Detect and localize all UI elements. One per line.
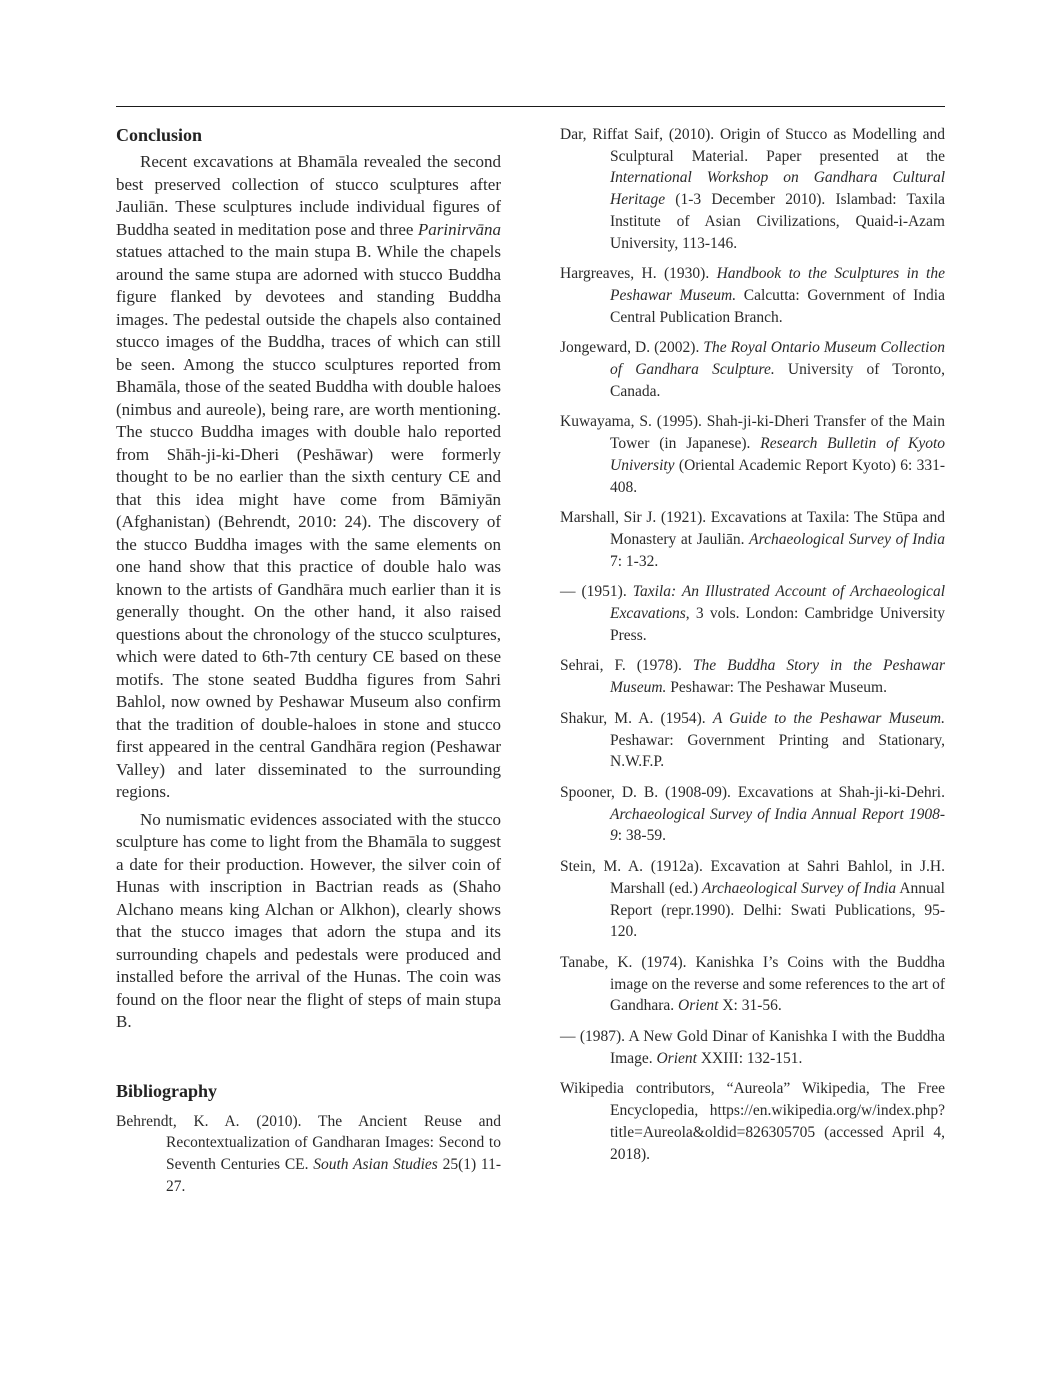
conclusion-paragraph-1: Recent excavations at Bhamāla revealed the second best preserved collection of stucco sculptures after Jauliān. These sculptures include individual figures of Buddha seated in meditation pose and three Parinirvāna statues attached to the main stupa B. While the chapels around the same stupa are adorned with stucco Buddha figure flanked by devotees and standing Buddha images. The pedestal outside the chapels also contained stucco images of the Buddha, traces of which can still be seen. Among the stucco sculptures reported from Bhamāla, those of the seated Buddha with double haloes (nimbus and aureole), being rare, are worth mentioning. The stucco Buddha images with double halo reported from Shāh-ji-ki-Dheri (Peshāwar) were formerly thought to be no earlier than the sixth century CE and that this idea might have come from Bāmiyān (Afghanistan) (Behrendt, 2010: 24). The discovery of the stucco Buddha images with the same elements on one hand show that this practice of double halo was known to the artists of Gandhāra much earlier than it is generally thought. On the other hand, it also raised questions about the chronology of the stucco sculptures, which were dated to 6th-7th century CE based on these motifs. The stone seated Buddha figures from Sahri Bahlol, now owned by Peshawar Museum also confirm that the tradition of double-haloes in stone and stucco first appeared in the central Gandhāra region (Peshawar Valley) and later disseminated to the surrounding regions.	[116, 152, 501, 801]
entry-text: Wikipedia contributors, “Aureola” Wikipedia, The Free Encyclopedia, https://en.wikipedia.org/w/index.php?title=Aureola&oldid=826305705 (accessed April 4, 2018).	[560, 1080, 945, 1163]
entry-text: Calcutta: Government of India Central Publication Branch.	[610, 286, 945, 326]
entry-text: Peshawar: The Peshawar Museum.	[666, 679, 887, 697]
entry-title-italic: Archaeological Survey of India Annual Report 1908-9	[610, 805, 945, 845]
entry-text: Behrendt, K. A. (2010). The Ancient Reuse and Recontextualization of Gandharan Images: Second to Seventh Centuries CE.	[116, 1112, 501, 1173]
entry-title-italic: Handbook to the Sculptures in the Peshawar Museum.	[610, 265, 945, 304]
bibliography-entry	[560, 263, 945, 328]
bibliography-entry	[560, 124, 945, 254]
entry-title-italic: South Asian Studies	[313, 1155, 438, 1173]
entry-text: (Oriental Academic Report Kyoto) 6: 331-408.	[610, 456, 945, 496]
entry-title-italic: Orient	[656, 1049, 697, 1067]
entry-text: — (1987). A New Gold Dinar of Kanishka I with the Buddha Image.	[560, 1028, 945, 1067]
bibliography-entry	[560, 952, 945, 1017]
entry-text: Peshawar: Government Printing and Stationary, N.W.F.P.	[610, 731, 945, 771]
conclusion-paragraph-2: No numismatic evidences associated with the stucco sculpture has come to light from the Bhamāla to suggest a date for their production. However, the silver coin of Hunas with inscription in Bactrian reads as (Shaho Alchano means king Alchan or Alkhon), clearly shows that the stucco images that adorn the stupa and its surrounding chapels and pedestals were produced and installed before the arrival of the Hunas. The coin was found on the floor near the flight of steps of main stupa B.	[116, 809, 501, 1031]
bibliography-entry	[116, 1111, 501, 1198]
entry-text: Annual Report (repr.1990). Delhi: Swati Publications, 95-120.	[610, 879, 945, 941]
entry-text: — (1951).	[560, 583, 633, 601]
left-column	[116, 124, 501, 1206]
entry-text: , 3 vols. London: Cambridge University Press.	[610, 605, 945, 644]
entry-text: Marshall, Sir J. (1921). Excavations at Taxila: The Stūpa and Monastery at Jauliān.	[560, 509, 945, 548]
bibliography-entry	[560, 1026, 945, 1069]
header-rule	[116, 106, 945, 107]
entry-text: Stein, M. A. (1912a). Excavation at Sahri Bahlol, in J.H. Marshall (ed.)	[560, 858, 945, 897]
bibliography-list-right	[560, 124, 945, 1165]
entry-text: X: 31-56.	[718, 997, 782, 1015]
right-column	[560, 124, 945, 1174]
entry-text: University of Toronto, Canada.	[610, 361, 945, 400]
bibliography-entry	[560, 411, 945, 498]
entry-text: (1-3 December 2010). Islambad: Taxila Institute of Asian Civilizations, Quaid-i-Azam University, 113-146.	[610, 191, 945, 252]
bibliography-entry	[560, 655, 945, 698]
entry-text: XXIII: 132-151.	[696, 1049, 803, 1067]
entry-title-italic: Archaeological Survey of India	[749, 530, 945, 548]
entry-text: : 38-59.	[617, 827, 666, 845]
entry-text: Tanabe, K. (1974). Kanishka I’s Coins with the Buddha image on the reverse and some references to the art of Gandhara.	[560, 953, 945, 1015]
entry-text: Hargreaves, H. (1930).	[560, 265, 717, 283]
entry-text: Dar, Riffat Saif, (2010). Origin of Stucco as Modelling and Sculptural Material. Paper presented at the	[560, 126, 945, 165]
entry-title-italic: Orient	[678, 997, 719, 1015]
bibliography-entry	[560, 337, 945, 402]
entry-title-italic: Research Bulletin of Kyoto University	[610, 435, 945, 474]
bibliography-entry	[560, 708, 945, 773]
bibliography-entry	[560, 856, 945, 943]
entry-text: Jongeward, D. (2002).	[560, 339, 704, 357]
entry-title-italic: A Guide to the Peshawar Museum.	[712, 709, 945, 727]
bibliography-entry	[560, 507, 945, 572]
entry-text: Shakur, M. A. (1954).	[560, 709, 713, 727]
entry-text: 7: 1-32.	[610, 552, 659, 570]
bibliography-list-left	[116, 1111, 501, 1198]
entry-title-italic: The Buddha Story in the Peshawar Museum.	[610, 657, 945, 697]
entry-title-italic: The Royal Ontario Museum Collection of Gandhara Sculpture.	[610, 339, 945, 379]
entry-text: Sehrai, F. (1978).	[560, 657, 693, 675]
bibliography-entry	[560, 581, 945, 646]
bibliography-entry	[560, 1078, 945, 1165]
entry-text: Kuwayama, S. (1995). Shah-ji-ki-Dheri Transfer of the Main Tower (in Japanese).	[560, 413, 945, 453]
bibliography-entry	[560, 782, 945, 847]
entry-title-italic: International Workshop on Gandhara Cultural Heritage	[610, 169, 945, 209]
entry-text: Spooner, D. B. (1908-09). Excavations at Shah-ji-ki-Dehri.	[560, 783, 945, 801]
conclusion-heading: Conclusion	[116, 125, 203, 145]
entry-title-italic: Taxila: An Illustrated Account of Archaeological Excavations	[610, 583, 945, 623]
bibliography-heading: Bibliography	[116, 1080, 218, 1101]
entry-title-italic: Archaeological Survey of India	[702, 879, 897, 897]
entry-text: 25(1) 11-27.	[166, 1155, 501, 1195]
